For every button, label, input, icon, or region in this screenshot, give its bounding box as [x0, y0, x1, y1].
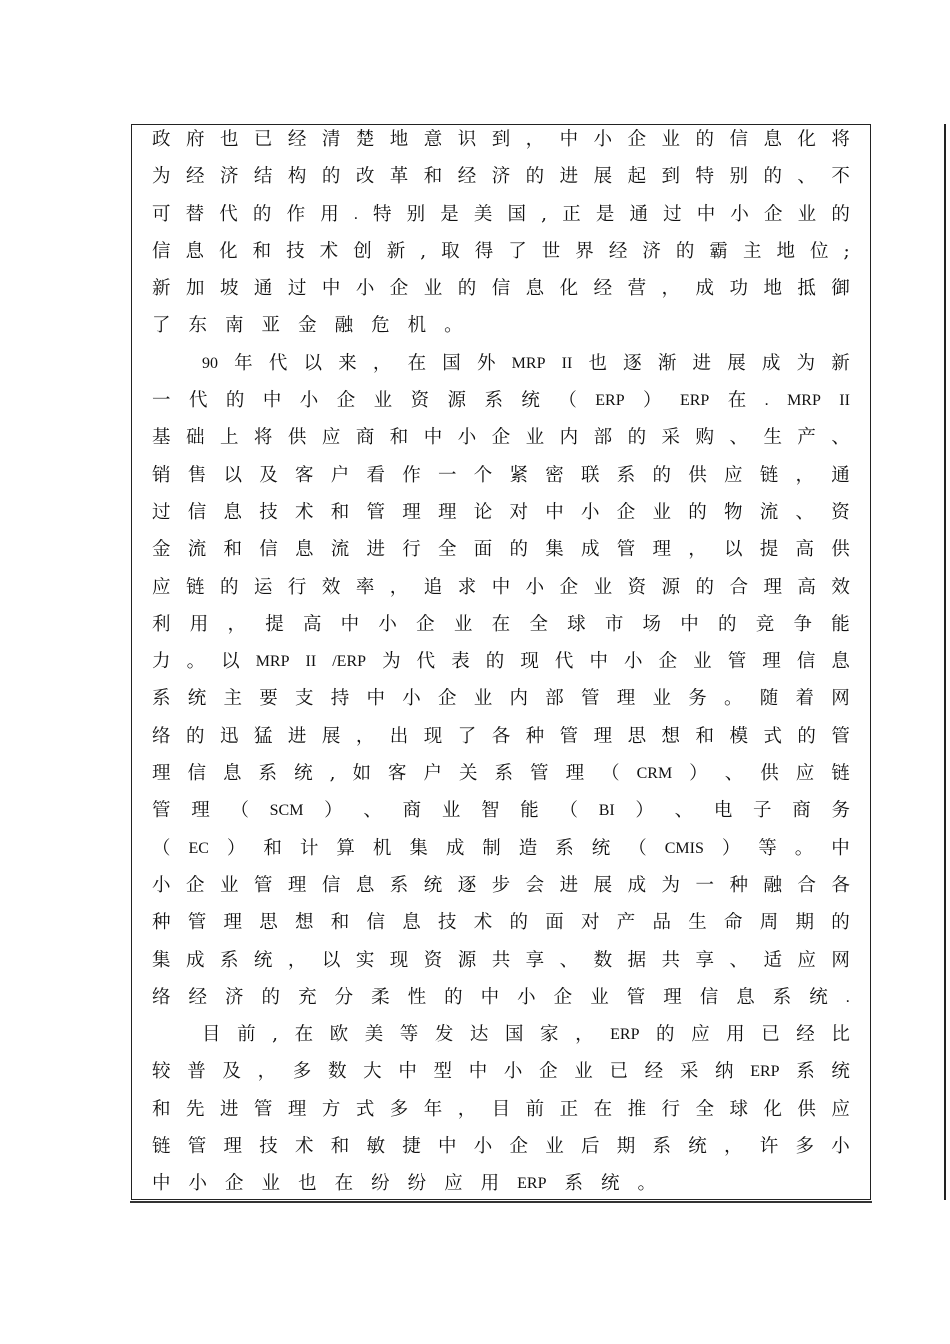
text-line: 政 府 也 已 经 清 楚 地 意 识 到 ， 中 小 企 业 的 信 息 化 将 — [152, 129, 850, 150]
text-line: 络 的 迅 猛 进 展 ， 出 现 了 各 种 管 理 思 想 和 模 式 的 管 — [152, 725, 850, 747]
text-line: 新 加 坡 通 过 中 小 企 业 的 信 息 化 经 营 ， 成 功 地 抵 御 — [152, 278, 850, 300]
text-line: 过 信 息 技 术 和 管 理 理 论 对 中 小 企 业 的 物 流 、 资 — [152, 501, 850, 523]
text-line: 一 代 的 中 小 企 业 资 源 系 统 （ ERP ） ERP 在 . MRP II — [152, 390, 850, 412]
text-line: 基 础 上 将 供 应 商 和 中 小 企 业 内 部 的 采 购 、 生 产 、 — [152, 427, 850, 449]
text-line: 和 先 进 管 理 方 式 多 年 ， 目 前 正 在 推 行 全 球 化 供 应 — [152, 1098, 850, 1120]
text-line: 销 售 以 及 客 户 看 作 一 个 紧 密 联 系 的 供 应 链 ， 通 — [152, 464, 850, 486]
text-line: 利 用 ， 提 高 中 小 企 业 在 全 球 市 场 中 的 竞 争 能 — [152, 613, 850, 635]
text-line: 理 信 息 系 统 , 如 客 户 关 系 管 理 （ CRM ） 、 供 应 链 — [152, 763, 850, 785]
text-line: 了 东 南 亚 金 融 危 机 。 — [152, 315, 463, 337]
text-line: 为 经 济 结 构 的 改 革 和 经 济 的 进 展 起 到 特 别 的 、 不 — [152, 166, 850, 188]
text-line: 可 替 代 的 作 用 . 特 别 是 美 国 , 正 是 通 过 中 小 企 业 的 — [152, 203, 850, 225]
document-body — [152, 121, 850, 1203]
text-line: 小 企 业 管 理 信 息 系 统 逐 步 会 进 展 成 为 一 种 融 合 各 — [152, 874, 850, 896]
text-line: 集 成 系 统 ， 以 实 现 资 源 共 享 、 数 据 共 享 、 适 应 网 — [152, 949, 850, 971]
text-line: 应 链 的 运 行 效 率 ， 追 求 中 小 企 业 资 源 的 合 理 高 效 — [152, 576, 850, 598]
text-line: 力 。 以 MRP II /ERP 为 代 表 的 现 代 中 小 企 业 管 理 信 息 — [152, 651, 850, 673]
text-line: 目 前 , 在 欧 美 等 发 达 国 家 ， ERP 的 应 用 已 经 比 — [202, 1024, 850, 1046]
text-line: 种 管 理 思 想 和 信 息 技 术 的 面 对 产 品 生 命 周 期 的 — [152, 912, 850, 934]
text-line: 金 流 和 信 息 流 进 行 全 面 的 集 成 管 理 ， 以 提 高 供 — [152, 539, 850, 561]
text-line: （ EC ） 和 计 算 机 集 成 制 造 系 统 （ CMIS ） 等 。 中 — [152, 837, 850, 859]
text-line: 信 息 化 和 技 术 创 新 , 取 得 了 世 界 经 济 的 霸 主 地 位 ; — [152, 240, 850, 262]
text-line: 链 管 理 技 术 和 敏 捷 中 小 企 业 后 期 系 统 ， 许 多 小 — [152, 1136, 850, 1158]
text-line: 中 小 企 业 也 在 纷 纷 应 用 ERP 系 统 。 — [152, 1173, 657, 1195]
text-line: 系 统 主 要 支 持 中 小 企 业 内 部 管 理 业 务 。 随 着 网 — [152, 688, 850, 710]
text-line: 络 经 济 的 充 分 柔 性 的 中 小 企 业 管 理 信 息 系 统 . — [152, 986, 850, 1008]
text-line: 管 理 （ SCM ） 、 商 业 智 能 （ BI ） 、 电 子 商 务 — [152, 800, 850, 822]
text-line: 90 年 代 以 来 ， 在 国 外 MRP II 也 逐 渐 进 展 成 为 新 — [202, 352, 850, 374]
right-margin-rule — [944, 124, 946, 1200]
text-line: 较 普 及 ， 多 数 大 中 型 中 小 企 业 已 经 采 纳 ERP 系 统 — [152, 1061, 850, 1083]
